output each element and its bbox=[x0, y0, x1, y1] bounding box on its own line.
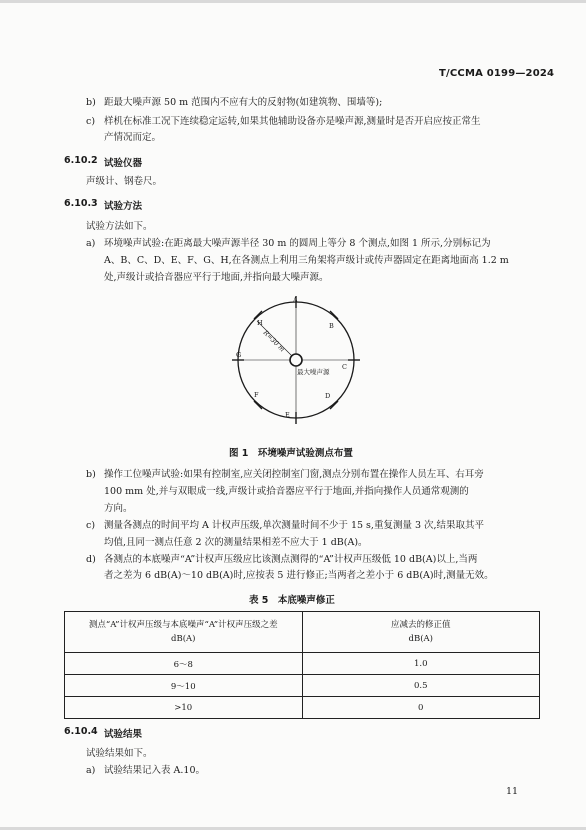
table-cell: 0 bbox=[302, 697, 539, 719]
header-unit: dB(A) bbox=[408, 634, 433, 644]
item-text: 试验结果记入表 A.10。 bbox=[104, 765, 205, 776]
item-text-line: 各测点的本底噪声“A”计权声压级应比该测点测得的“A”计权声压级低 10 dB(A)以上,当两 bbox=[104, 554, 478, 565]
item-label: d) bbox=[86, 554, 96, 565]
paragraph: 试验结果如下。 bbox=[86, 748, 153, 759]
table-caption: 表 5 本底噪声修正 bbox=[249, 595, 335, 606]
item-text-line: 操作工位噪声试验:如果有控制室,应关闭控制室门窗,测点分别布置在操作人员左耳、右耳旁 bbox=[104, 469, 484, 480]
paragraph: 声级计、钢卷尺。 bbox=[86, 176, 163, 187]
item-label: c) bbox=[86, 520, 96, 531]
noise-source-marker bbox=[290, 354, 302, 366]
document-id: T/CCMA 0199—2024 bbox=[439, 68, 555, 79]
point-label-a: A bbox=[293, 296, 298, 304]
table-row bbox=[65, 653, 540, 675]
point-label-g: G bbox=[236, 351, 242, 359]
item-text-line: 100 mm 处,并与双眼成一线,声级计或拾音器应平行于地面,并指向操作人员通常观测的 bbox=[104, 486, 469, 497]
point-label-e: E bbox=[285, 411, 290, 419]
table-row bbox=[65, 675, 540, 697]
table-cell: 6～8 bbox=[65, 653, 303, 675]
radius-label: R=30 m bbox=[261, 328, 287, 354]
header-unit: dB(A) bbox=[171, 634, 196, 644]
section-title: 试验仪器 bbox=[104, 158, 143, 169]
item-label: b) bbox=[86, 97, 96, 108]
tick-mark-f bbox=[254, 401, 262, 409]
table-header-cell bbox=[302, 612, 539, 653]
table-cell: 1.0 bbox=[302, 653, 539, 675]
page-number: 11 bbox=[506, 786, 519, 797]
figure-caption: 图 1 环境噪声试验测点布置 bbox=[229, 448, 353, 459]
item-text-line: 均值,且同一测点任意 2 次的测量结果相差不应大于 1 dB(A)。 bbox=[104, 537, 368, 548]
table-row bbox=[65, 697, 540, 719]
table-header-cell bbox=[65, 612, 303, 653]
table-cell: >10 bbox=[65, 697, 303, 719]
section-number: 6.10.4 bbox=[64, 726, 98, 737]
item-text-line: 环境噪声试验:在距离最大噪声源半径 30 m 的圆周上等分 8 个测点,如图 1 所示,分别标记为 bbox=[104, 238, 491, 249]
item-text-line: 样机在标准工况下连续稳定运转,如果其他辅助设备亦是噪声源,测量时是否开启应按正常生 bbox=[104, 116, 481, 127]
table-cell: 9～10 bbox=[65, 675, 303, 697]
tick-mark-h bbox=[254, 311, 262, 319]
item-label: b) bbox=[86, 469, 96, 480]
point-label-b: B bbox=[329, 322, 334, 330]
point-label-h: H bbox=[257, 319, 263, 327]
page-top-border bbox=[0, 0, 586, 3]
table-cell: 0.5 bbox=[302, 675, 539, 697]
point-label-f: F bbox=[254, 391, 259, 399]
tick-mark-b bbox=[330, 311, 338, 319]
item-label: a) bbox=[86, 238, 96, 249]
measurement-point-diagram bbox=[226, 290, 366, 430]
table-header-row bbox=[65, 612, 540, 653]
point-label-d: D bbox=[325, 392, 331, 400]
item-text-line: 产情况而定。 bbox=[104, 132, 162, 143]
item-text-line: 方向。 bbox=[104, 503, 133, 514]
tick-mark-d bbox=[330, 401, 338, 409]
header-line: 测点“A”计权声压级与本底噪声“A”计权声压级之差 bbox=[88, 620, 278, 630]
item-label: c) bbox=[86, 116, 96, 127]
correction-table bbox=[64, 611, 540, 719]
paragraph: 试验方法如下。 bbox=[86, 221, 153, 232]
noise-source-label: 最大噪声源 bbox=[297, 368, 330, 376]
header-line: 应减去的修正值 bbox=[391, 620, 451, 630]
section-number: 6.10.3 bbox=[64, 198, 98, 209]
item-text: 距最大噪声源 50 m 范围内不应有大的反射物(如建筑物、围墙等); bbox=[104, 97, 383, 108]
item-text-line: 处,声级计或拾音器应平行于地面,并指向最大噪声源。 bbox=[104, 272, 329, 283]
point-label-c: C bbox=[342, 363, 347, 371]
section-number: 6.10.2 bbox=[64, 155, 98, 166]
item-label: a) bbox=[86, 765, 96, 776]
item-text-line: A、B、C、D、E、F、G、H,在各测点上利用三角架将声级计或传声器固定在距离地面高 1.2 m bbox=[104, 255, 509, 266]
item-text-line: 测量各测点的时间平均 A 计权声压级,单次测量时间不少于 15 s,重复测量 3 次,结果取其平 bbox=[104, 520, 485, 531]
item-text-line: 者之差为 6 dB(A)～10 dB(A)时,应按表 5 进行修正;当两者之差小于 6 dB(A)时,测量无效。 bbox=[104, 570, 494, 581]
section-title: 试验结果 bbox=[104, 729, 143, 740]
section-title: 试验方法 bbox=[104, 201, 143, 212]
